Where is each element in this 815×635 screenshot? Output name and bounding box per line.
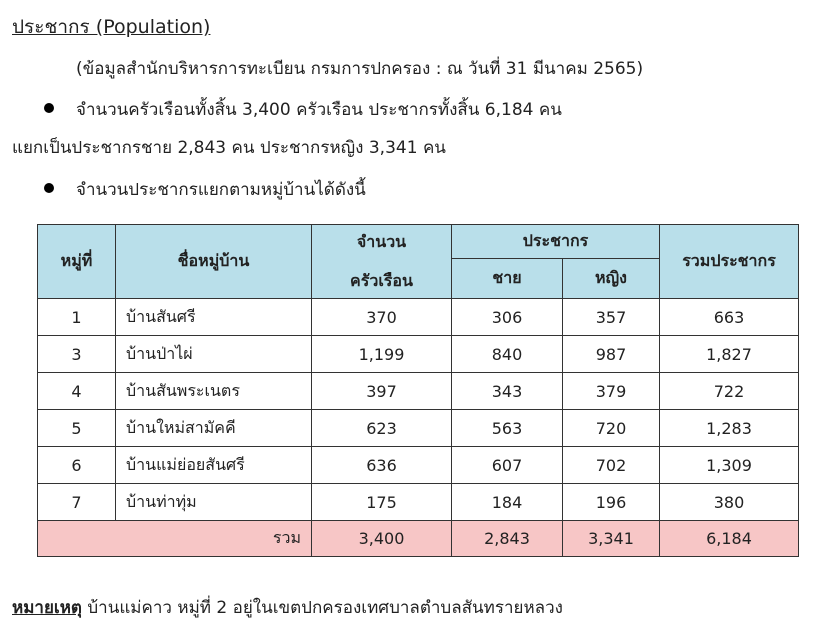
- household-summary: จำนวนครัวเรือนทั้งสิ้น 3,400 ครัวเรือน ประชากรทั้งสิ้น 6,184 คน: [76, 100, 562, 120]
- cell-households: 397: [312, 373, 452, 410]
- cell-female: 987: [563, 336, 660, 373]
- cell-total: 1,309: [660, 447, 799, 484]
- cell-total: 1,283: [660, 410, 799, 447]
- cell-households: 370: [312, 299, 452, 336]
- cell-moo: 6: [38, 447, 116, 484]
- table-row: [38, 336, 799, 373]
- header-households: [312, 225, 452, 299]
- cell-moo: 1: [38, 299, 116, 336]
- table-row: [38, 410, 799, 447]
- cell-moo: 5: [38, 410, 116, 447]
- total-households: 3,400: [312, 521, 452, 557]
- table-total-row: [38, 521, 799, 557]
- header-female: หญิง: [563, 259, 660, 299]
- header-population: ประชากร: [452, 225, 660, 259]
- cell-moo: 4: [38, 373, 116, 410]
- cell-households: 636: [312, 447, 452, 484]
- cell-female: 720: [563, 410, 660, 447]
- cell-village: บ้านใหม่สามัคคี: [116, 410, 312, 447]
- header-households-line1: จำนวน: [356, 231, 407, 251]
- population-table: [37, 224, 799, 557]
- cell-female: 702: [563, 447, 660, 484]
- page-title: ประชากร (Population): [12, 16, 211, 38]
- cell-village: บ้านสันศรี: [116, 299, 312, 336]
- header-households-line2: ครัวเรือน: [350, 270, 413, 290]
- total-label: รวม: [38, 521, 312, 557]
- cell-households: 1,199: [312, 336, 452, 373]
- footnote: [12, 594, 563, 621]
- header-village: ชื่อหมู่บ้าน: [116, 225, 312, 299]
- cell-village: บ้านแม่ย่อยสันศรี: [116, 447, 312, 484]
- table-row: [38, 373, 799, 410]
- total-female: 3,341: [563, 521, 660, 557]
- cell-male: 306: [452, 299, 563, 336]
- cell-male: 184: [452, 484, 563, 521]
- cell-female: 196: [563, 484, 660, 521]
- cell-female: 357: [563, 299, 660, 336]
- cell-total: 663: [660, 299, 799, 336]
- cell-female: 379: [563, 373, 660, 410]
- data-source-note: (ข้อมูลสำนักบริหารการทะเบียน กรมการปกครอง : ณ วันที่ 31 มีนาคม 2565): [76, 59, 644, 79]
- table-intro: จำนวนประชากรแยกตามหมู่บ้านได้ดังนี้: [76, 180, 366, 200]
- cell-male: 343: [452, 373, 563, 410]
- bullet-icon: [44, 183, 54, 193]
- total-male: 2,843: [452, 521, 563, 557]
- gender-summary: แยกเป็นประชากรชาย 2,843 คน ประชากรหญิง 3,341 คน: [12, 138, 446, 158]
- cell-total: 380: [660, 484, 799, 521]
- header-moo: หมู่ที่: [38, 225, 116, 299]
- header-total: รวมประชากร: [660, 225, 799, 299]
- cell-village: บ้านป่าไผ่: [116, 336, 312, 373]
- cell-village: บ้านสันพระเนตร: [116, 373, 312, 410]
- cell-moo: 7: [38, 484, 116, 521]
- cell-male: 607: [452, 447, 563, 484]
- total-population: 6,184: [660, 521, 799, 557]
- header-male: ชาย: [452, 259, 563, 299]
- cell-moo: 3: [38, 336, 116, 373]
- table-row: [38, 484, 799, 521]
- footnote-text: บ้านแม่คาว หมู่ที่ 2 อยู่ในเขตปกครองเทศบาลตำบลสันทรายหลวง: [81, 598, 563, 618]
- cell-male: 563: [452, 410, 563, 447]
- cell-households: 175: [312, 484, 452, 521]
- cell-male: 840: [452, 336, 563, 373]
- table-row: [38, 447, 799, 484]
- bullet-icon: [44, 103, 54, 113]
- cell-total: 1,827: [660, 336, 799, 373]
- cell-total: 722: [660, 373, 799, 410]
- cell-households: 623: [312, 410, 452, 447]
- cell-village: บ้านท่าทุ่ม: [116, 484, 312, 521]
- footnote-label: หมายเหตุ: [12, 598, 82, 618]
- table-row: [38, 299, 799, 336]
